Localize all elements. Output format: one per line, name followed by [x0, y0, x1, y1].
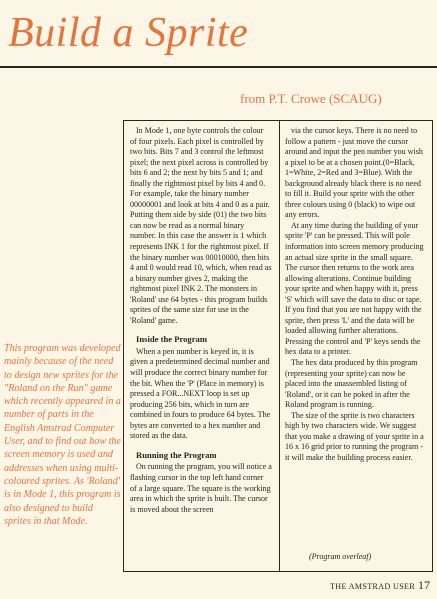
body-paragraph: When a pen number is keyed in, it is given a predetermined decimal number and will produce the correct binary number for the bit. When the 'P' (Place in memory) is pressed a FOR...NEXT loop is set up producing 256 bits, which in turn are combined in fours to produce 64 bytes. The bytes are converted to a hex number and stored as the data.: [130, 346, 271, 441]
section-heading: Running the Program: [136, 449, 217, 460]
section-heading: Inside the Program: [136, 334, 207, 345]
footer-publication: THE AMSTRAD USER: [330, 582, 416, 591]
article-title: Build a Sprite: [8, 10, 249, 56]
body-column-left: [130, 126, 272, 515]
column-divider: [279, 121, 280, 571]
article-standfirst: This program was developed mainly because of the need to design new sprites for the "Roland on the Run" game which recently appeared in a number of parts in the English Amstrad Computer User, and to find out how the screen memory is used and addresses when using multi-coloured sprites. As 'Roland' is in Mode 1, this program is also designed to build sprites in that Mode.: [4, 343, 121, 527]
footer-page-number: 17: [418, 578, 430, 592]
title-rule: [0, 66, 437, 68]
body-paragraph: The hex data produced by this program (representing your sprite) can now be placed into the unassembled listing of 'Roland', or it can be poked in after the Roland program is running.: [285, 358, 418, 410]
body-paragraph: The size of the sprite is two characters high by two characters wide. We suggest that you make a drawing of your sprite in a 16 x 16 grid prior to running the program - it will make the building process easier.: [285, 410, 424, 462]
continued-note: (Program overleaf): [309, 552, 372, 561]
body-paragraph: At any time during the building of your sprite 'P' can be pressed. This will pole information into screen memory producing an actual size sprite in the small square. The cursor then returns to the work area allowing alterations. Continue building your sprite and when happy with it, press 'S' which will save the data to disc or tape. If you find that you are not happy with the sprite, then press 'L' and the data will be loaded allowing further alterations. Pressing the control and 'P' keys sends the hex data to a printer.: [285, 220, 424, 357]
body-paragraph: via the cursor keys. There is no need to follow a pattern - just move the cursor around and input the pen number you wish a pixel to be at a chosen point.(0=Black, 1=White, 2=Red and 3=Blue). With the background already black there is no need to fill it. Build your sprite with the other three colours using 0 (black) to wipe out any errors.: [285, 126, 423, 220]
article-byline: from P.T. Crowe (SCAUG): [240, 91, 382, 106]
body-paragraph: On running the program, you will notice a flashing cursor in the top left hand corner of a large square. The square is the working area in which the sprite is built. The cursor is moved about the screen: [130, 462, 272, 514]
body-column-right: [285, 126, 427, 464]
article-body-box: [123, 120, 433, 572]
body-paragraph: In Mode 1, one byte controls the colour of four pixels. Each pixel is controlled by two bits. Bits 7 and 3 control the leftmost pixel; the next pixel across is controlled by bits 6 and 2; the next by bits 5 and 1; and finally the rightmost pixel by bits 4 and 0. For example, take the binary number 00000001 and look at bits 4 and 0 as a pair. Putting them side by side (01) the two bits can now be read as a normal binary number. In this case the answer is 1 which represents INK 1 for the rightmost pixel. If the binary number was 00010000, then bits 4 and 0 would read 10, which, when read as a binary number gives 2, making the rightmost pixel INK 2. The monsters in 'Roland' use 64 bytes - this program builds sprites of the same size for use in the 'Roland' game.: [130, 126, 272, 325]
